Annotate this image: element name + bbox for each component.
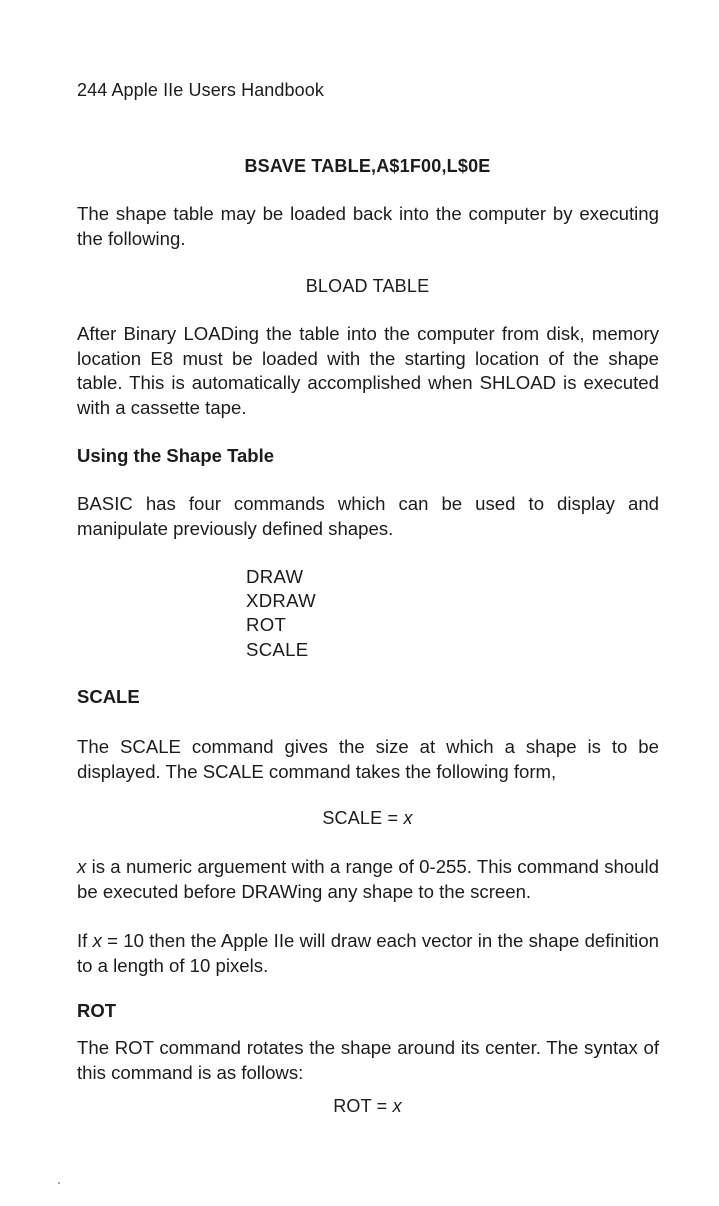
code-scale-variable: x [403,808,413,828]
code-scale-text: SCALE = [322,808,404,828]
paragraph-if-text: = 10 then the Apple IIe will draw each vector in the shape definition to a length of 10 pixels. [77,930,659,976]
code-rot-variable: x [392,1096,402,1116]
paragraph-if-x [77,929,659,978]
command-item: ROT [246,614,287,636]
section-heading-using-shape-table: Using the Shape Table [77,445,275,466]
command-item: XDRAW [246,590,317,612]
section-heading-rot: ROT [77,1000,117,1021]
code-bsave: BSAVE TABLE,A$1F00,L$0E [244,156,491,176]
paragraph-if-prefix: If [77,930,93,951]
paragraph-if-variable: x [92,930,102,951]
command-list [246,565,316,662]
section-heading-scale: SCALE [77,686,140,707]
running-head: 244 Apple IIe Users Handbook [77,80,324,100]
code-scale [0,808,719,829]
code-rot [0,1096,719,1117]
paragraph-basic-commands: BASIC has four commands which can be used to display and manipulate previously defined shapes. [77,493,659,539]
paragraph-x-variable: x [77,856,87,877]
paragraph-load-back: The shape table may be loaded back into the computer by executing the following. [77,203,659,249]
paragraph-after-bload: After Binary LOADing the table into the computer from disk, memory location E8 must be loaded with the starting location of the shape table. This is automatically accomplished when SHLOAD is executed with a cassette tape. [77,323,659,418]
paragraph-rot: The ROT command rotates the shape around its center. The syntax of this command is as follows: [77,1037,659,1083]
paragraph-x-argument [77,855,659,904]
command-item: DRAW [246,566,304,587]
code-rot-text: ROT = [333,1096,393,1116]
code-bload: BLOAD TABLE [305,276,430,296]
command-item: SCALE [246,638,309,660]
print-speck [58,1182,60,1184]
paragraph-scale: The SCALE command gives the size at which a shape is to be displayed. The SCALE command takes the following form, [77,736,659,782]
paragraph-x-text: is a numeric arguement with a range of 0-255. This command should be executed before DRAWing any shape to the screen. [77,856,659,902]
